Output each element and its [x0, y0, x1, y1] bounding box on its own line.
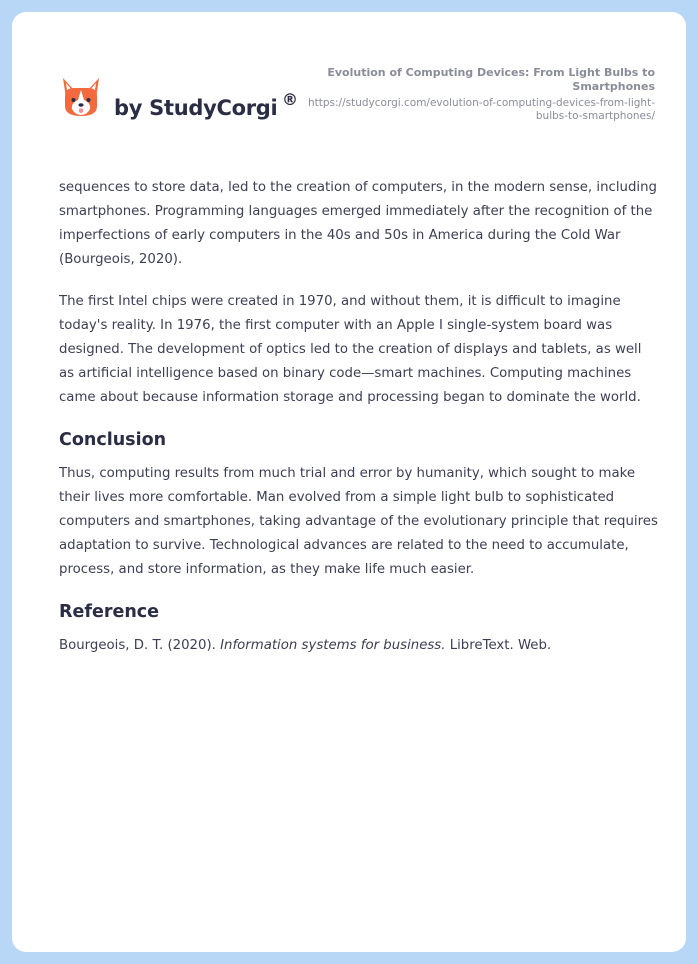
document-page — [12, 12, 686, 952]
registered-mark: ® — [282, 90, 298, 109]
reference-title: Information systems for business. — [220, 638, 446, 653]
page-header — [12, 12, 686, 152]
body-paragraph: sequences to store data, led to the creation of computers, in the modern sense, including smartphones. Programming languages emerged immediately after the recognition of the imperfections of early computers in the 40s and 50s in America during the Cold War (Bourgeois, 2020). — [59, 180, 657, 267]
reference-publisher: LibreText. Web. — [445, 638, 552, 653]
body-paragraph: The first Intel chips were created in 1970, and without them, it is difficult to imagine today's reality. In 1976, the first computer with an Apple I single-system board was designed. The development of optics led to the creation of displays and tablets, as well as artificial intelligence based on binary code—smart machines. Computing machines came about because information storage and processing began to dominate the world. — [59, 294, 642, 405]
reference-entry — [59, 634, 659, 658]
reference-authors: Bourgeois, D. T. (2020). — [59, 638, 221, 653]
conclusion-heading: Conclusion — [59, 430, 167, 450]
conclusion-paragraph: Thus, computing results from much trial and error by humanity, which sought to make their lives more comfortable. Man evolved from a simple light bulb to sophisticated computers and smartphones, taking advantage of the evolutionary principle that requires adaptation to survive. Technological advances are related to the need to accumulate, process, and store information, as they make life much easier. — [59, 466, 658, 577]
document-meta — [305, 66, 655, 123]
document-title: Evolution of Computing Devices: From Light Bulbs to Smartphones — [327, 66, 655, 93]
reference-heading: Reference — [59, 602, 160, 622]
corgi-logo-icon — [60, 76, 102, 122]
document-url[interactable]: https://studycorgi.com/evolution-of-computing-devices-from-light-bulbs-to-smartphones/ — [308, 97, 655, 122]
logo-text: by StudyCorgi — [114, 96, 278, 120]
document-body — [59, 176, 659, 676]
studycorgi-logo[interactable] — [60, 76, 310, 124]
